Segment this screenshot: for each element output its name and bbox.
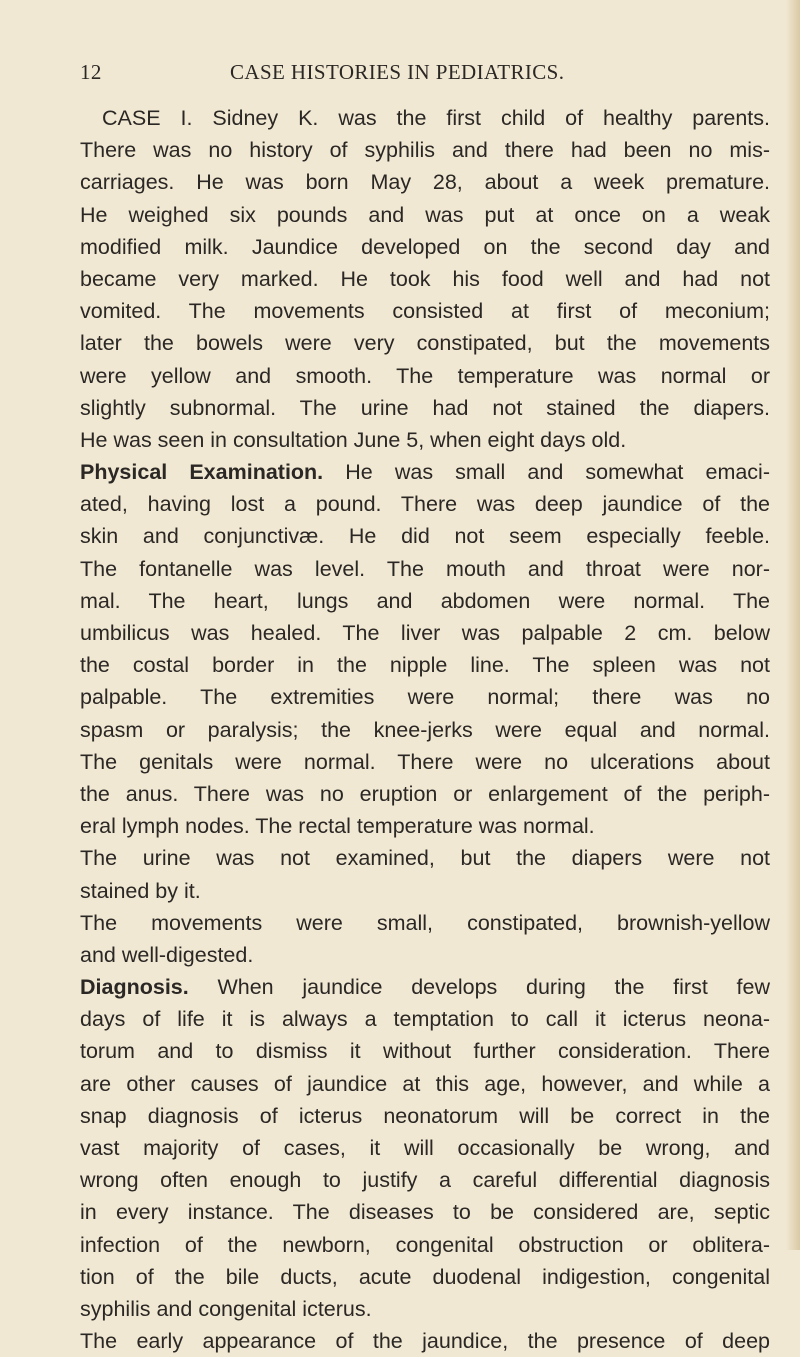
text-line-content: He was small and somewhat emaci- (323, 460, 770, 485)
body-text (80, 102, 770, 1357)
text-line-content: the anus. There was no eruption or enlargement of the periph- (80, 781, 770, 806)
text-line-content: became very marked. He took his food well and had not (80, 266, 770, 291)
text-line-content: slightly subnormal. The urine had not stained the diapers. (80, 395, 770, 420)
text-line (80, 263, 770, 295)
text-line-content: vast majority of cases, it will occasionally be wrong, and (80, 1136, 770, 1160)
text-line-content: The early appearance of the jaundice, the presence of deep (80, 1329, 770, 1354)
text-line (80, 1100, 770, 1132)
page-edge-shadow (786, 0, 800, 1250)
section-heading: Diagnosis. (80, 975, 189, 1000)
text-line (80, 488, 770, 520)
text-line-content: tion of the bile ducts, acute duodenal indigestion, congenital (80, 1264, 770, 1289)
text-line (80, 1196, 770, 1228)
text-line (80, 1035, 770, 1067)
text-line-content: mal. The heart, lungs and abdomen were normal. The (80, 588, 770, 613)
text-line-content: He was seen in consultation June 5, when eight days old. (80, 427, 627, 452)
text-line (80, 617, 770, 649)
text-line (80, 327, 770, 359)
text-line (80, 1293, 770, 1325)
text-line (80, 585, 770, 617)
text-line (80, 520, 770, 552)
text-line (80, 971, 770, 1003)
text-line-content: umbilicus was healed. The liver was palpable 2 cm. below (80, 621, 770, 645)
text-line (80, 778, 770, 810)
text-line-content: The genitals were normal. There were no ulcerations about (80, 749, 770, 774)
text-line (80, 649, 770, 681)
text-line-content: The movements were small, constipated, brownish-yellow (80, 910, 770, 935)
text-line-content: are other causes of jaundice at this age, however, and while a (80, 1071, 770, 1096)
text-line-content: He weighed six pounds and was put at once on a weak (80, 202, 770, 227)
text-line (80, 1164, 770, 1196)
text-line-content: infection of the newborn, congenital obstruction or oblitera- (80, 1232, 770, 1257)
text-line-content: wrong often enough to justify a careful differential diagnosis (80, 1168, 770, 1193)
text-line (80, 746, 770, 778)
text-line (80, 1003, 770, 1035)
text-line-content: ated, having lost a pound. There was deep jaundice of the (80, 492, 770, 517)
text-line (80, 295, 770, 327)
text-line (80, 360, 770, 392)
text-line (80, 907, 770, 939)
running-head: CASE HISTORIES IN PEDIATRICS. (230, 60, 565, 84)
text-line-content: There was no history of syphilis and there had been no mis- (80, 138, 770, 163)
text-line-content: stained by it. (80, 878, 201, 903)
text-line (80, 714, 770, 746)
text-line-content: later the bowels were very constipated, but the movements (80, 331, 770, 356)
section-heading: Physical Examination. (80, 460, 324, 485)
text-line (80, 134, 770, 166)
text-line (80, 553, 770, 585)
text-line (80, 810, 770, 842)
text-line-content: spasm or paralysis; the knee-jerks were equal and normal. (80, 717, 770, 742)
text-line-content: and well-digested. (80, 942, 254, 967)
text-line (80, 681, 770, 713)
text-line (80, 199, 770, 231)
text-line-content: modified milk. Jaundice developed on the second day and (80, 234, 770, 259)
text-line (80, 166, 770, 198)
text-line-content: the costal border in the nipple line. The spleen was not (80, 653, 770, 678)
text-line-content: CASE I. Sidney K. was the first child of healthy parents. (102, 106, 770, 130)
text-line-content: When jaundice develops during the first few (188, 975, 770, 1000)
text-line (80, 1068, 770, 1100)
text-line (80, 102, 770, 134)
text-line (80, 842, 770, 874)
text-line (80, 231, 770, 263)
page-number: 12 (80, 60, 102, 84)
text-line-content: torum and to dismiss it without further consideration. There (80, 1039, 770, 1064)
text-line (80, 1132, 770, 1164)
text-line (80, 1261, 770, 1293)
text-line (80, 456, 770, 488)
text-line (80, 392, 770, 424)
text-line-content: skin and conjunctivæ. He did not seem especially feeble. (80, 524, 770, 549)
text-line-content: The fontanelle was level. The mouth and throat were nor- (80, 556, 770, 581)
text-line-content: The urine was not examined, but the diapers were not (80, 846, 770, 871)
text-line-content: vomited. The movements consisted at first of meconium; (80, 299, 770, 324)
text-line (80, 875, 770, 907)
text-line (80, 424, 770, 456)
text-line (80, 1325, 770, 1357)
page-header (80, 54, 770, 88)
text-line-content: syphilis and congenital icterus. (80, 1296, 372, 1321)
text-line-content: eral lymph nodes. The rectal temperature was normal. (80, 814, 595, 839)
text-line-content: were yellow and smooth. The temperature was normal or (80, 363, 770, 388)
text-line-content: in every instance. The diseases to be considered are, septic (80, 1200, 770, 1225)
text-line (80, 939, 770, 971)
text-line-content: snap diagnosis of icterus neonatorum will be correct in the (80, 1103, 770, 1128)
text-line-content: palpable. The extremities were normal; there was no (80, 685, 770, 710)
text-line-content: carriages. He was born May 28, about a week premature. (80, 170, 770, 195)
text-line-content: days of life it is always a temptation to call it icterus neona- (80, 1007, 770, 1032)
text-line (80, 1229, 770, 1261)
